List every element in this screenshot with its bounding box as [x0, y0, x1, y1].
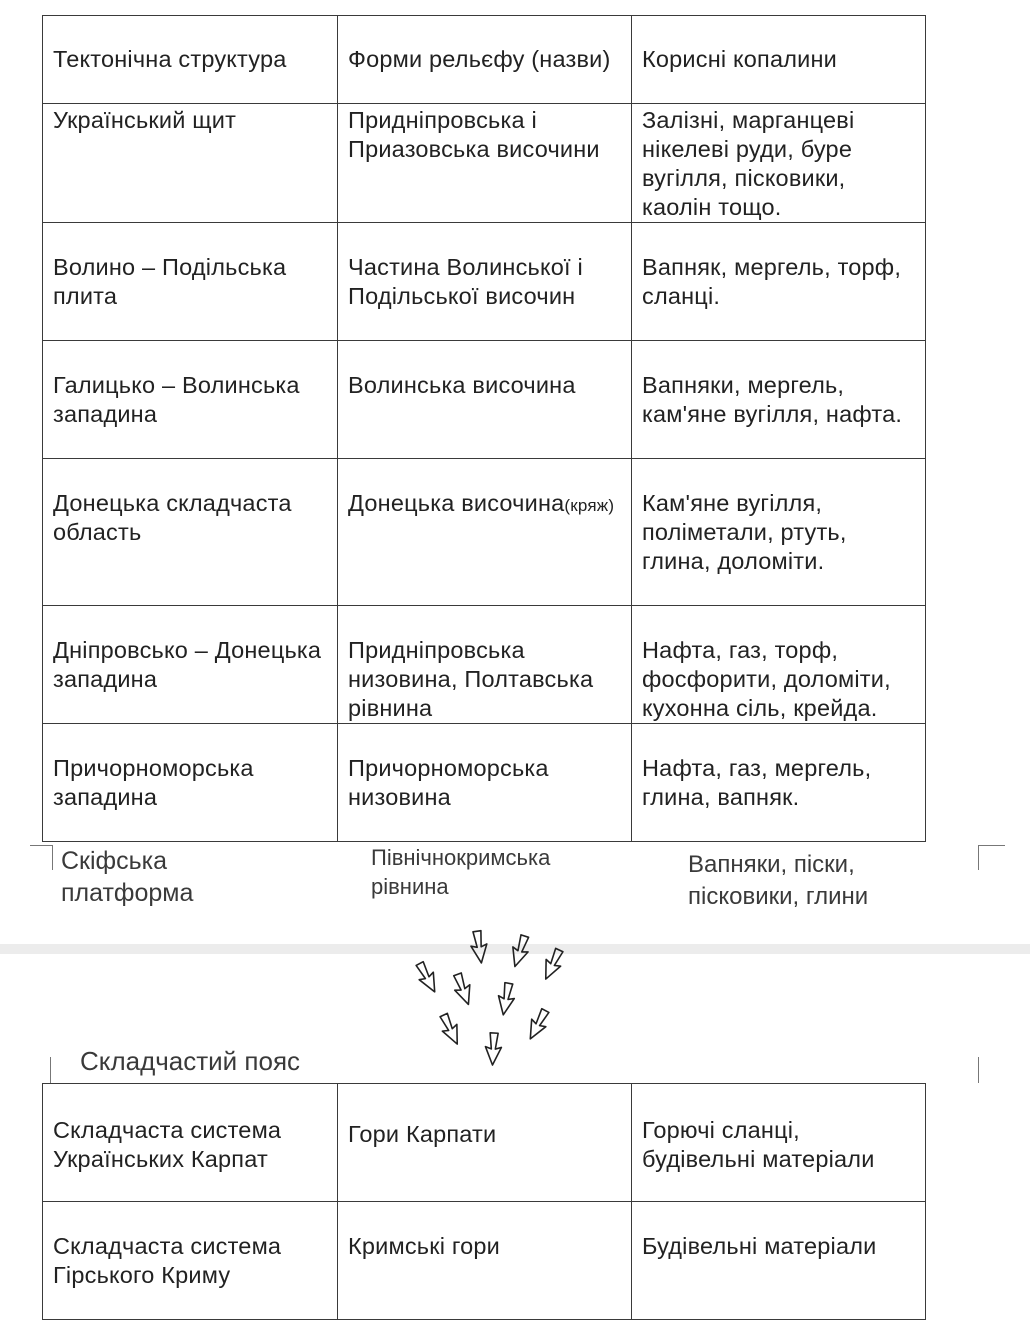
- column-header-relief: Форми рельєфу (назви): [338, 16, 632, 104]
- cell-relief: Причорноморська низовина: [338, 724, 632, 842]
- cell-structure: Дніпровсько – Донецька западина: [43, 606, 338, 724]
- cell-relief: Кримські гори: [338, 1202, 632, 1320]
- cell-minerals: Вапняки, мергель, кам'яне вугілля, нафта.: [632, 341, 926, 459]
- column-header-structure: Тектонічна структура: [43, 16, 338, 104]
- cell-minerals: Залізні, марганцеві нікелеві руди, буре вугілля, пісковики, каолін тощо.: [632, 104, 926, 223]
- cell-minerals: Кам'яне вугілля, поліметали, ртуть, глина, доломіти.: [632, 459, 926, 606]
- cell-structure: Складчаста система Гірського Криму: [43, 1202, 338, 1320]
- crop-corner-mark: [30, 845, 53, 870]
- table-row: [43, 606, 926, 724]
- hand-drawn-down-arrows-icon: [405, 925, 575, 1080]
- cell-structure: Донецька складчаста область: [43, 459, 338, 606]
- cell-minerals: Горючі сланці, будівельні матеріали: [632, 1084, 926, 1202]
- crop-corner-mark: [50, 1057, 52, 1083]
- cell-structure: Галицько – Волинська западина: [43, 341, 338, 459]
- cell-relief: Волинська височина: [338, 341, 632, 459]
- table-row: [43, 223, 926, 341]
- cell-minerals: Будівельні матеріали: [632, 1202, 926, 1320]
- crop-corner-mark: [978, 1057, 980, 1083]
- table-row: [43, 1084, 926, 1202]
- cell-structure: Волино – Подільська плита: [43, 223, 338, 341]
- folded-belt-table: [42, 1083, 926, 1320]
- table-row: [43, 104, 926, 223]
- table-header-row: [43, 16, 926, 104]
- cell-relief: Гори Карпати: [338, 1084, 632, 1202]
- extra-row-minerals: Вапняки, піски, пісковики, глини: [688, 851, 869, 910]
- cell-minerals: Нафта, газ, торф, фосфорити, доломіти, кухонна сіль, крейда.: [632, 606, 926, 724]
- table-row: [43, 341, 926, 459]
- column-header-minerals: Корисні копалини: [632, 16, 926, 104]
- table-row: [43, 724, 926, 842]
- cell-relief: Придніпровська і Приазовська височини: [338, 104, 632, 223]
- extra-row-relief: Північнокримська рівнина: [371, 845, 551, 899]
- cell-structure: Причорноморська западина: [43, 724, 338, 842]
- cell-relief: Частина Волинської і Подільської височин: [338, 223, 632, 341]
- table-row: [43, 1202, 926, 1320]
- cell-structure: Складчаста система Українських Карпат: [43, 1084, 338, 1202]
- cell-structure: Український щит: [43, 104, 338, 223]
- cell-minerals: Вапняк, мергель, торф, сланці.: [632, 223, 926, 341]
- relief-text: Донецька височина: [348, 490, 565, 516]
- crop-corner-mark: [978, 845, 1005, 870]
- landforms-table: [42, 15, 926, 842]
- cell-minerals: Нафта, газ, мергель, глина, вапняк.: [632, 724, 926, 842]
- section-title: Складчастий пояс: [80, 1046, 301, 1076]
- relief-note: (кряж): [564, 496, 615, 515]
- cell-relief: [338, 459, 632, 606]
- cell-relief: Придніпровська низовина, Полтавська рівнина: [338, 606, 632, 724]
- table-row: [43, 459, 926, 606]
- extra-row-structure: Скіфська платформа: [61, 847, 194, 907]
